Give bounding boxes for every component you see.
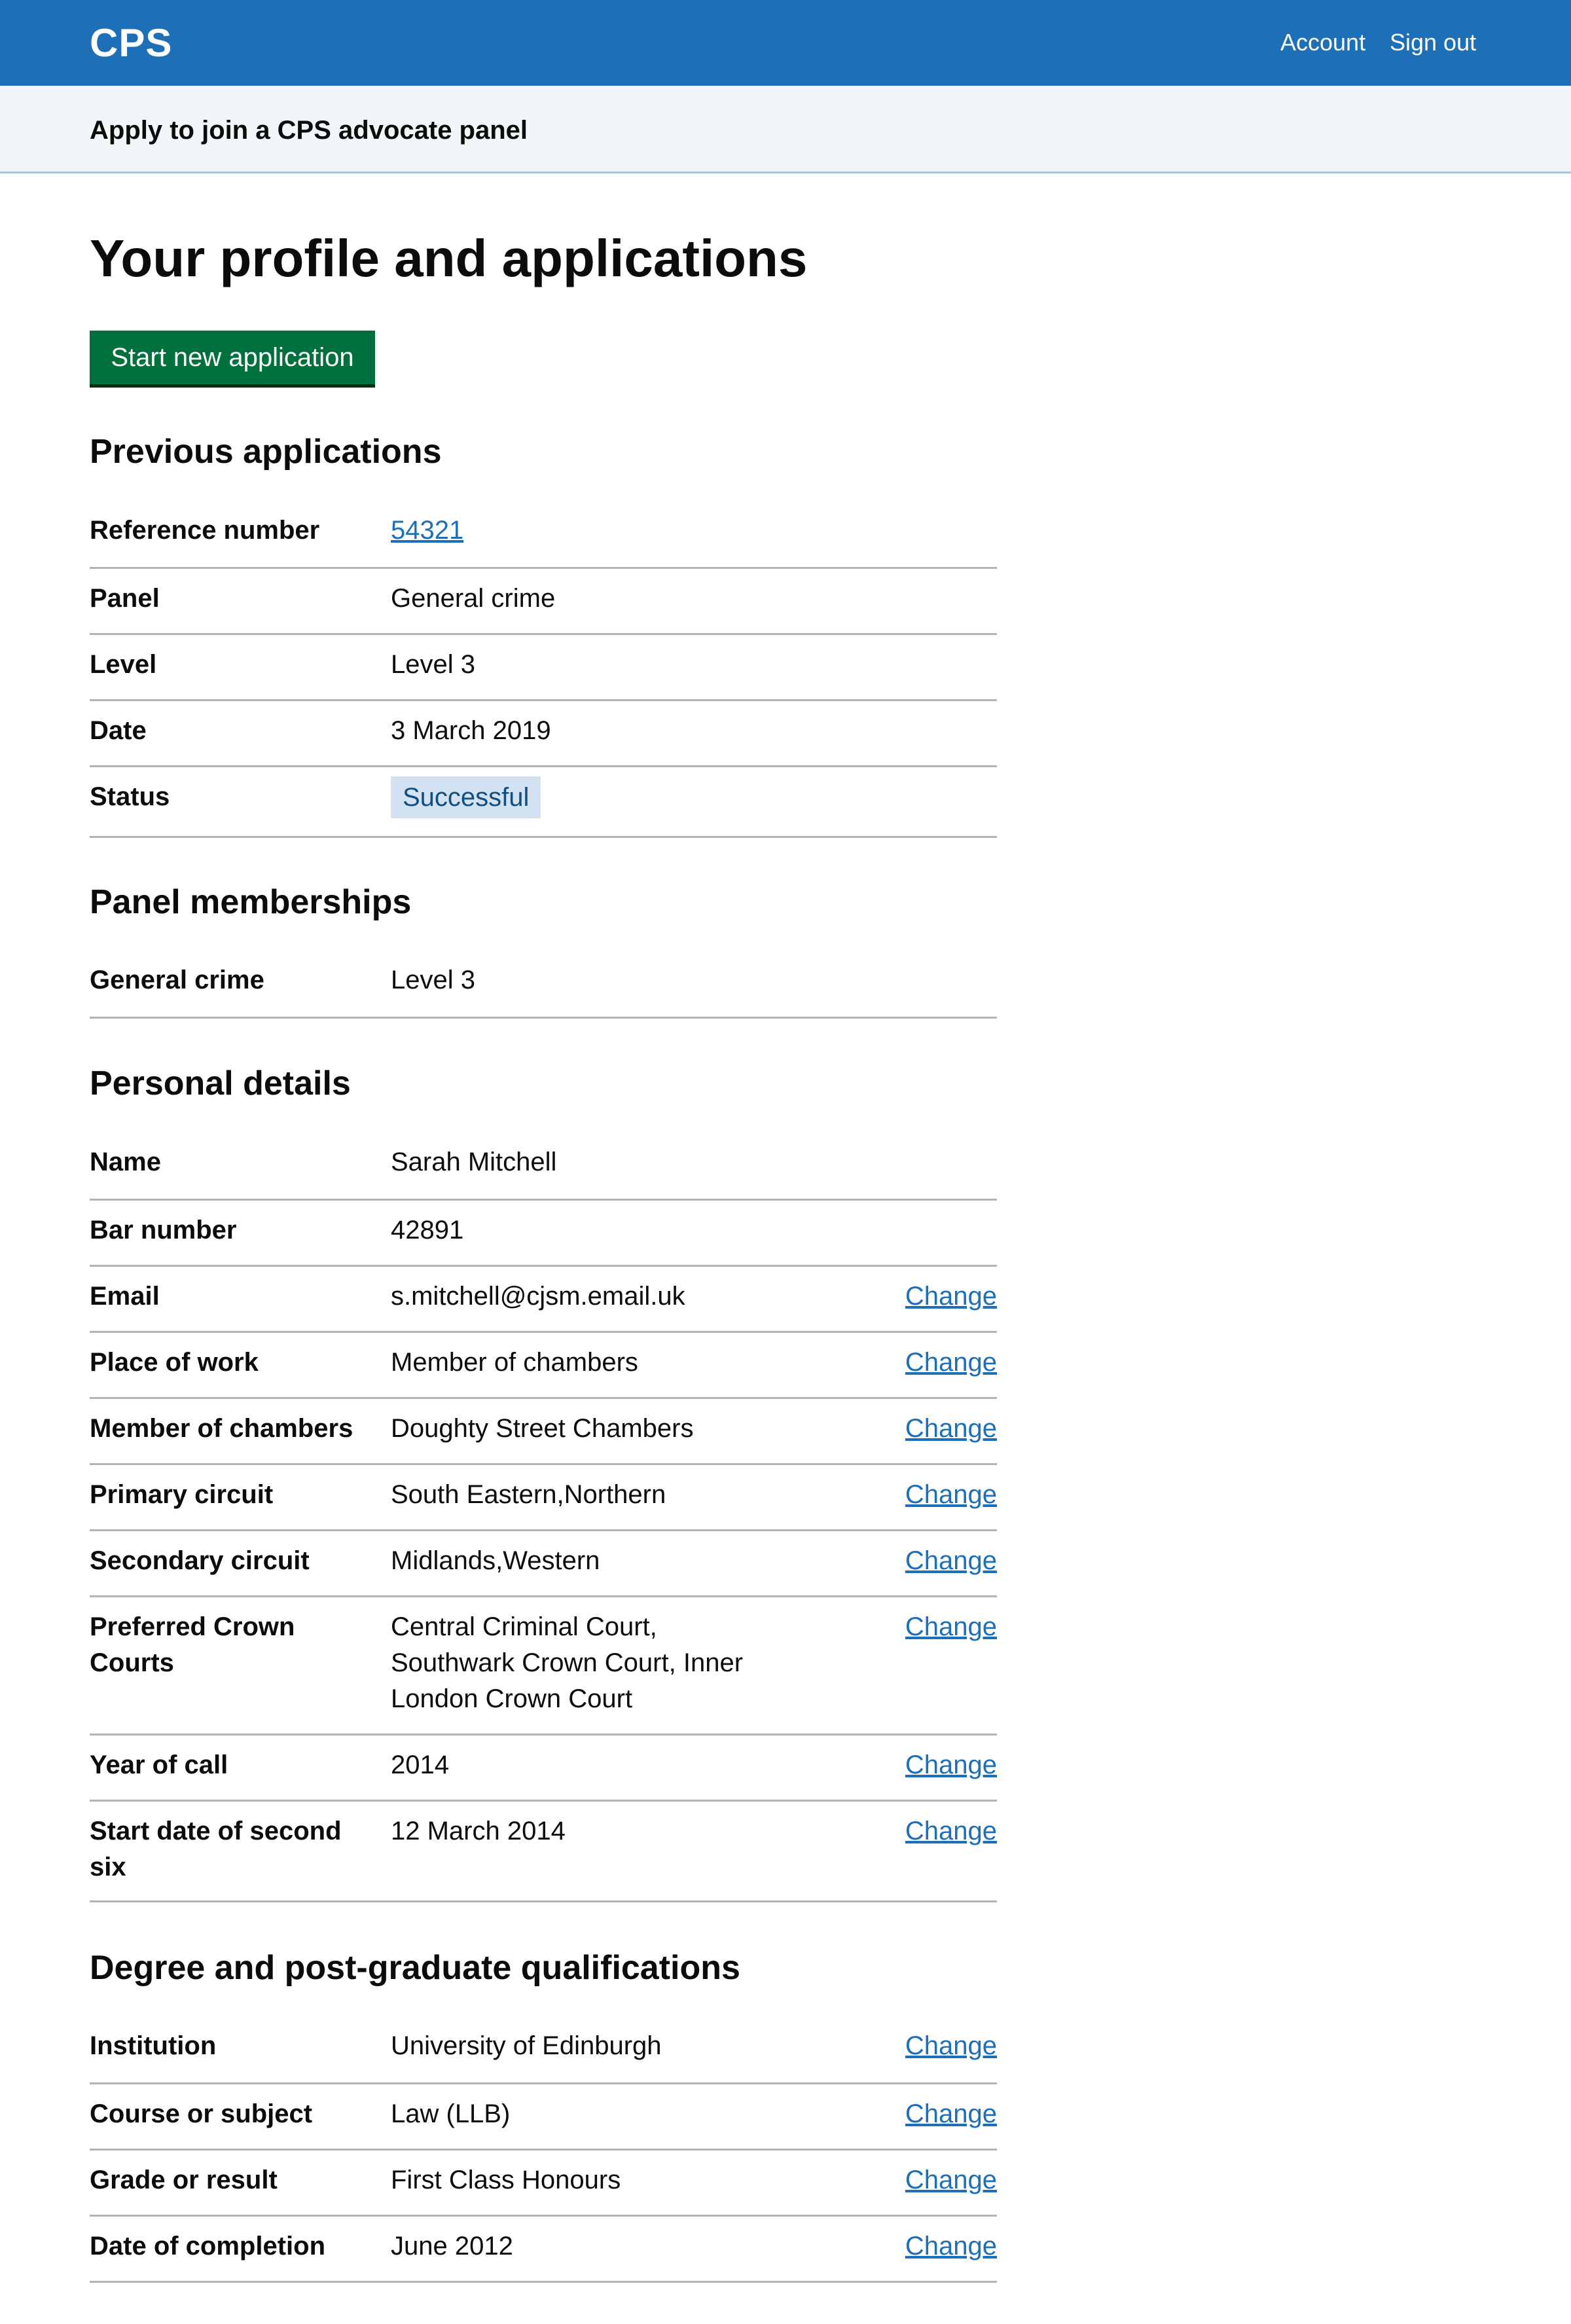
row-key: General crime [90, 966, 264, 994]
row-value: University of Edinburgh [391, 2031, 662, 2060]
qualifications-list [90, 2016, 997, 2283]
account-link[interactable]: Account [1280, 29, 1366, 56]
change-member-of-chambers-link[interactable]: Change [905, 1414, 997, 1443]
summary-row [90, 1133, 997, 1201]
summary-row [90, 1333, 997, 1399]
row-key: Date of completion [90, 2232, 326, 2260]
row-key: Name [90, 1148, 161, 1176]
panel-memberships-heading: Panel memberships [90, 883, 412, 921]
status-value [391, 779, 797, 818]
summary-row [90, 1802, 997, 1902]
row-key: Bar number [90, 1216, 237, 1244]
row-key: Place of work [90, 1348, 259, 1377]
summary-row [90, 501, 997, 569]
row-value: 3 March 2019 [391, 716, 551, 745]
row-value: Level 3 [391, 966, 475, 994]
page-title: Your profile and applications [90, 229, 808, 287]
change-start-date-second-six-link[interactable]: Change [905, 1817, 997, 1845]
row-value: South Eastern,Northern [391, 1480, 666, 1509]
row-value: First Class Honours [391, 2166, 621, 2194]
summary-row [90, 701, 997, 767]
summary-row [90, 1597, 997, 1735]
row-key: Reference number [90, 516, 320, 545]
change-grade-link[interactable]: Change [905, 2166, 997, 2194]
row-value: 2014 [391, 1751, 449, 1779]
personal-details-list [90, 1133, 997, 1902]
header-bar [0, 0, 1571, 86]
row-key: Grade or result [90, 2166, 278, 2194]
change-place-of-work-link[interactable]: Change [905, 1348, 997, 1377]
row-key: Member of chambers [90, 1414, 353, 1443]
summary-row [90, 1735, 997, 1802]
change-email-link[interactable]: Change [905, 1282, 997, 1311]
row-value: General crime [391, 584, 556, 613]
change-date-of-completion-link[interactable]: Change [905, 2232, 997, 2260]
row-key: Institution [90, 2031, 217, 2060]
summary-row [90, 1465, 997, 1531]
sign-out-link[interactable]: Sign out [1390, 29, 1477, 56]
summary-row [90, 569, 997, 635]
summary-row [90, 1531, 997, 1597]
change-primary-circuit-link[interactable]: Change [905, 1480, 997, 1509]
service-bar [0, 86, 1571, 173]
row-key: Secondary circuit [90, 1546, 310, 1575]
row-key: Course or subject [90, 2099, 313, 2128]
previous-applications-list [90, 501, 997, 838]
summary-row [90, 951, 997, 1019]
summary-row [90, 635, 997, 701]
change-institution-link[interactable]: Change [905, 2031, 997, 2060]
row-value: 12 March 2014 [391, 1817, 566, 1845]
row-value: Law (LLB) [391, 2099, 511, 2128]
row-value: 42891 [391, 1216, 464, 1244]
row-value: Midlands,Western [391, 1546, 600, 1575]
panel-memberships-list [90, 951, 997, 1019]
change-secondary-circuit-link[interactable]: Change [905, 1546, 997, 1575]
summary-row [90, 1267, 997, 1333]
summary-row [90, 2016, 997, 2084]
row-value: Member of chambers [391, 1348, 638, 1377]
row-value: June 2012 [391, 2232, 513, 2260]
summary-row [90, 2084, 997, 2151]
previous-applications-heading: Previous applications [90, 433, 442, 471]
row-value: Sarah Mitchell [391, 1148, 557, 1176]
row-value: Doughty Street Chambers [391, 1414, 694, 1443]
start-new-application-button[interactable]: Start new application [90, 331, 375, 384]
row-key: Start date of second six [90, 1817, 342, 1881]
summary-row [90, 767, 997, 838]
change-year-of-call-link[interactable]: Change [905, 1751, 997, 1779]
row-key: Panel [90, 584, 160, 613]
qualifications-heading: Degree and post-graduate qualifications [90, 1949, 740, 1987]
change-preferred-crown-courts-link[interactable]: Change [905, 1612, 997, 1641]
summary-row [90, 1201, 997, 1267]
personal-details-heading: Personal details [90, 1064, 351, 1102]
row-value: Central Criminal Court, Southwark Crown Court, Inner London Crown Court [391, 1612, 744, 1713]
summary-row [90, 2217, 997, 2283]
service-name[interactable]: Apply to join a CPS advocate panel [90, 116, 528, 145]
row-key: Status [90, 782, 170, 811]
reference-number-link[interactable]: 54321 [391, 516, 464, 545]
status-badge: Successful [391, 776, 541, 818]
row-key: Date [90, 716, 147, 745]
row-key: Preferred Crown Courts [90, 1612, 295, 1677]
change-course-link[interactable]: Change [905, 2099, 997, 2128]
row-value: s.mitchell@cjsm.email.uk [391, 1282, 685, 1311]
summary-row [90, 2151, 997, 2217]
brand-logo[interactable]: CPS [90, 21, 173, 65]
row-key: Email [90, 1282, 160, 1311]
row-value: Level 3 [391, 650, 475, 679]
row-key: Primary circuit [90, 1480, 274, 1509]
summary-row [90, 1399, 997, 1465]
row-key: Year of call [90, 1751, 228, 1779]
row-key: Level [90, 650, 157, 679]
